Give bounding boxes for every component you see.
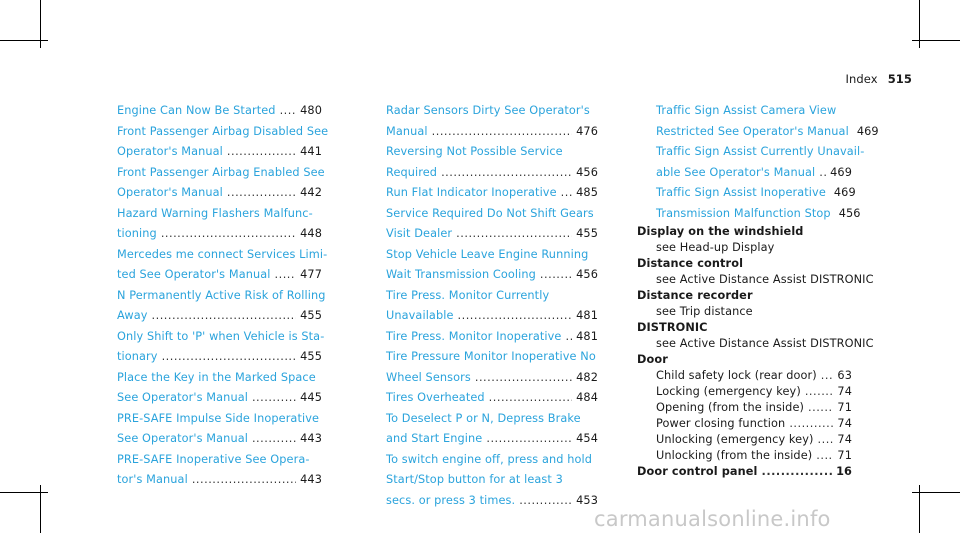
dot-leader (565, 327, 572, 348)
entry-text: Service Required Do Not Shift Gears (386, 206, 594, 220)
index-entry[interactable] (386, 224, 598, 245)
index-heading: Display on the windshield (637, 225, 804, 238)
entry-text: Front Passenger Airbag Disabled See (117, 124, 329, 138)
dot-leader (818, 432, 834, 448)
index-entry[interactable] (117, 470, 322, 491)
entry-page-number: 442 (300, 186, 322, 199)
dot-leader (519, 491, 572, 512)
index-entry (117, 286, 326, 307)
page-number: 515 (887, 72, 912, 86)
index-entry (117, 122, 329, 143)
index-entry (117, 450, 322, 471)
dot-leader (441, 163, 572, 184)
entry-text: Power closing function (656, 417, 786, 430)
index-entry (386, 470, 598, 491)
index-entry (386, 142, 598, 163)
entry-text: able See Operator's Manual (656, 165, 816, 179)
entry-text: tionary (117, 350, 158, 363)
index-entry[interactable] (637, 400, 852, 416)
entry-text: Traffic Sign Assist Inoperative (656, 186, 826, 199)
entry-text: Traffic Sign Assist Currently Unavail- (656, 145, 865, 158)
entry-page-number: 469 (830, 165, 852, 179)
entry-page-number: 16 (836, 465, 852, 478)
see-reference: see Active Distance Assist DISTRONIC (656, 273, 874, 286)
entry-page-number: 74 (837, 385, 852, 398)
entry-page-number: 482 (576, 370, 598, 384)
entry-page-number: 455 (300, 309, 322, 322)
index-entry[interactable] (117, 101, 322, 122)
dot-leader (821, 368, 834, 384)
entry-text: Unavailable (386, 309, 454, 322)
entry-page-number: 481 (576, 309, 598, 322)
entry-text: Operator's Manual (117, 186, 223, 199)
index-entry (637, 142, 865, 163)
index-entry (117, 245, 328, 266)
entry-text: Required (386, 165, 438, 179)
entry-text: Start/Stop button for at least 3 (386, 473, 563, 486)
index-entry[interactable] (386, 163, 598, 184)
entry-text: Tire Pressure Monitor Inoperative No (386, 350, 596, 363)
dot-leader (475, 368, 572, 389)
index-entry[interactable] (637, 432, 852, 448)
entry-page-number: 456 (576, 268, 598, 281)
entry-text: secs. or press 3 times. (386, 493, 516, 507)
entry-text: Only Shift to 'P' when Vehicle is Sta- (117, 329, 325, 343)
entry-text: N Permanently Active Risk of Rolling (117, 288, 326, 302)
entry-text: To Deselect P or N, Depress Brake (386, 411, 581, 425)
entry-page-number: 456 (838, 206, 861, 220)
entry-page-number: 481 (576, 329, 598, 343)
index-entry[interactable] (117, 183, 322, 204)
dot-leader (152, 306, 297, 327)
crop-mark (912, 492, 960, 493)
entry-page-number: 443 (300, 473, 322, 486)
index-column-1 (117, 101, 329, 491)
index-entry[interactable] (637, 183, 856, 204)
crop-mark (0, 492, 48, 493)
index-entry[interactable] (386, 265, 598, 286)
dot-leader (561, 183, 572, 204)
crop-mark (0, 40, 48, 41)
entry-text: Hazard Warning Flashers Malfunc- (117, 206, 313, 220)
dot-leader (252, 429, 296, 450)
crop-mark (912, 40, 960, 41)
see-reference: see Head-up Display (656, 241, 775, 254)
index-entry (386, 450, 598, 471)
dot-leader (819, 163, 826, 184)
header-label: Index (845, 72, 878, 86)
entry-text: Unlocking (emergency key) (656, 433, 814, 446)
index-entry[interactable] (386, 306, 598, 327)
entry-text: Front Passenger Airbag Enabled See (117, 165, 325, 179)
entry-text: Stop Vehicle Leave Engine Running (386, 247, 589, 261)
index-entry[interactable] (386, 491, 598, 512)
watermark: carmanualsonline.info (594, 507, 831, 531)
entry-page-number: 456 (576, 165, 598, 179)
dot-leader (456, 224, 572, 245)
dot-leader (808, 400, 833, 416)
entry-text: Restricted See Operator's Manual (656, 124, 849, 138)
index-entry[interactable] (117, 347, 322, 368)
dot-leader (540, 265, 572, 286)
dot-leader (280, 101, 297, 122)
entry-page-number: 455 (576, 227, 598, 240)
see-reference: see Trip distance (656, 305, 753, 318)
entry-text: Engine Can Now Be Started (117, 104, 276, 117)
entry-text: tor's Manual (117, 473, 188, 486)
index-entry (386, 347, 598, 368)
entry-page-number: 453 (576, 493, 598, 507)
entry-page-number: 477 (300, 268, 322, 281)
entry-text: Reversing Not Possible Service (386, 145, 563, 158)
entry-text: PRE-SAFE Inoperative See Opera- (117, 452, 310, 466)
entry-text: Locking (emergency key) (656, 385, 801, 398)
entry-page-number: 445 (300, 391, 322, 404)
index-entry (117, 163, 325, 184)
index-heading: DISTRONIC (637, 321, 708, 334)
entry-text: Transmission Malfunction Stop (656, 206, 831, 220)
dot-leader (486, 429, 572, 450)
index-heading: Door (637, 353, 668, 366)
entry-text: Unlocking (from the inside) (656, 449, 813, 462)
entry-page-number: 63 (837, 369, 852, 382)
index-entry[interactable] (386, 388, 598, 409)
entry-text: Tire Press. Monitor Currently (386, 288, 550, 302)
entry-page-number: 448 (300, 227, 322, 240)
dot-leader (458, 306, 573, 327)
index-entry[interactable] (637, 448, 852, 464)
dot-leader (789, 416, 833, 432)
entry-text: Tire Press. Monitor Inoperative (386, 329, 562, 343)
entry-text: ted See Operator's Manual (117, 268, 271, 281)
entry-text: Traffic Sign Assist Camera View (656, 104, 837, 117)
entry-text: Away (117, 309, 148, 322)
index-entry[interactable] (117, 429, 322, 450)
index-entry (637, 101, 852, 122)
index-entry[interactable] (637, 122, 879, 143)
index-column-3 (637, 101, 879, 480)
entry-text: Opening (from the inside) (656, 401, 805, 414)
see-reference: see Active Distance Assist DISTRONIC (656, 337, 874, 350)
index-entry[interactable] (386, 122, 598, 143)
index-heading: Distance control (637, 257, 744, 270)
entry-page-number: 469 (833, 186, 856, 199)
entry-text: Door control panel (637, 465, 758, 478)
entry-text: tioning (117, 227, 157, 240)
dot-leader (192, 470, 296, 491)
entry-page-number: 71 (837, 449, 852, 462)
dot-leader (161, 224, 296, 245)
index-entry[interactable] (117, 142, 322, 163)
index-entry[interactable] (117, 306, 322, 327)
index-entry[interactable] (637, 204, 861, 225)
dot-leader (805, 384, 834, 400)
entry-page-number: 455 (300, 350, 322, 363)
index-entry[interactable] (637, 163, 852, 184)
entry-text: Operator's Manual (117, 145, 223, 158)
entry-page-number: 480 (300, 104, 322, 117)
dot-leader (816, 448, 833, 464)
entry-page-number: 484 (576, 391, 598, 404)
entry-text: Run Flat Indicator Inoperative (386, 186, 557, 199)
index-entry[interactable] (637, 464, 852, 480)
index-entry[interactable] (637, 384, 852, 400)
entry-page-number: 74 (837, 417, 852, 430)
entry-text: See Operator's Manual (117, 391, 248, 404)
entry-text: and Start Engine (386, 432, 483, 445)
index-entry[interactable] (637, 416, 852, 432)
index-entry (386, 286, 598, 307)
entry-text: Place the Key in the Marked Space (117, 370, 316, 384)
entry-text: Mercedes me connect Services Limi- (117, 247, 328, 261)
index-entry[interactable] (117, 388, 322, 409)
entry-page-number: 443 (300, 432, 322, 445)
entry-text: Radar Sensors Dirty See Operator's (386, 104, 590, 117)
index-entry[interactable] (386, 183, 598, 204)
index-entry (386, 245, 598, 266)
index-entry (117, 409, 322, 430)
entry-page-number: 469 (856, 124, 879, 138)
entry-text: To switch engine off, press and hold (386, 452, 593, 466)
index-entry[interactable] (386, 327, 598, 348)
dot-leader (489, 388, 572, 409)
dot-leader (762, 464, 833, 480)
index-entry[interactable] (117, 265, 322, 286)
index-entry (386, 101, 598, 122)
entry-page-number: 441 (300, 145, 322, 158)
entry-text: Wheel Sensors (386, 370, 471, 384)
index-column-2 (386, 101, 598, 511)
index-entry (117, 368, 322, 389)
entry-page-number: 71 (837, 401, 852, 414)
dot-leader (252, 388, 296, 409)
entry-page-number: 485 (576, 186, 598, 199)
index-entry[interactable] (117, 224, 322, 245)
index-entry[interactable] (386, 368, 598, 389)
index-entry (117, 327, 325, 348)
entry-text: Wait Transmission Cooling (386, 268, 536, 281)
entry-text: See Operator's Manual (117, 432, 248, 445)
entry-text: Child safety lock (rear door) (656, 369, 817, 382)
entry-page-number: 454 (576, 432, 598, 445)
dot-leader (432, 122, 572, 143)
dot-leader (227, 142, 296, 163)
entry-text: Visit Dealer (386, 227, 453, 240)
entry-text: Manual (386, 124, 428, 138)
dot-leader (162, 347, 297, 368)
entry-page-number: 476 (576, 124, 598, 138)
index-heading: Distance recorder (637, 289, 753, 302)
entry-text: Tires Overheated (386, 391, 485, 404)
dot-leader (275, 265, 297, 286)
index-entry (386, 204, 598, 225)
dot-leader (227, 183, 296, 204)
index-entry[interactable] (637, 368, 852, 384)
index-entry (117, 204, 322, 225)
entry-text: PRE-SAFE Impulse Side Inoperative (117, 411, 320, 425)
index-entry[interactable] (386, 429, 598, 450)
page-header (846, 72, 912, 86)
index-entry (386, 409, 598, 430)
entry-page-number: 74 (837, 433, 852, 446)
